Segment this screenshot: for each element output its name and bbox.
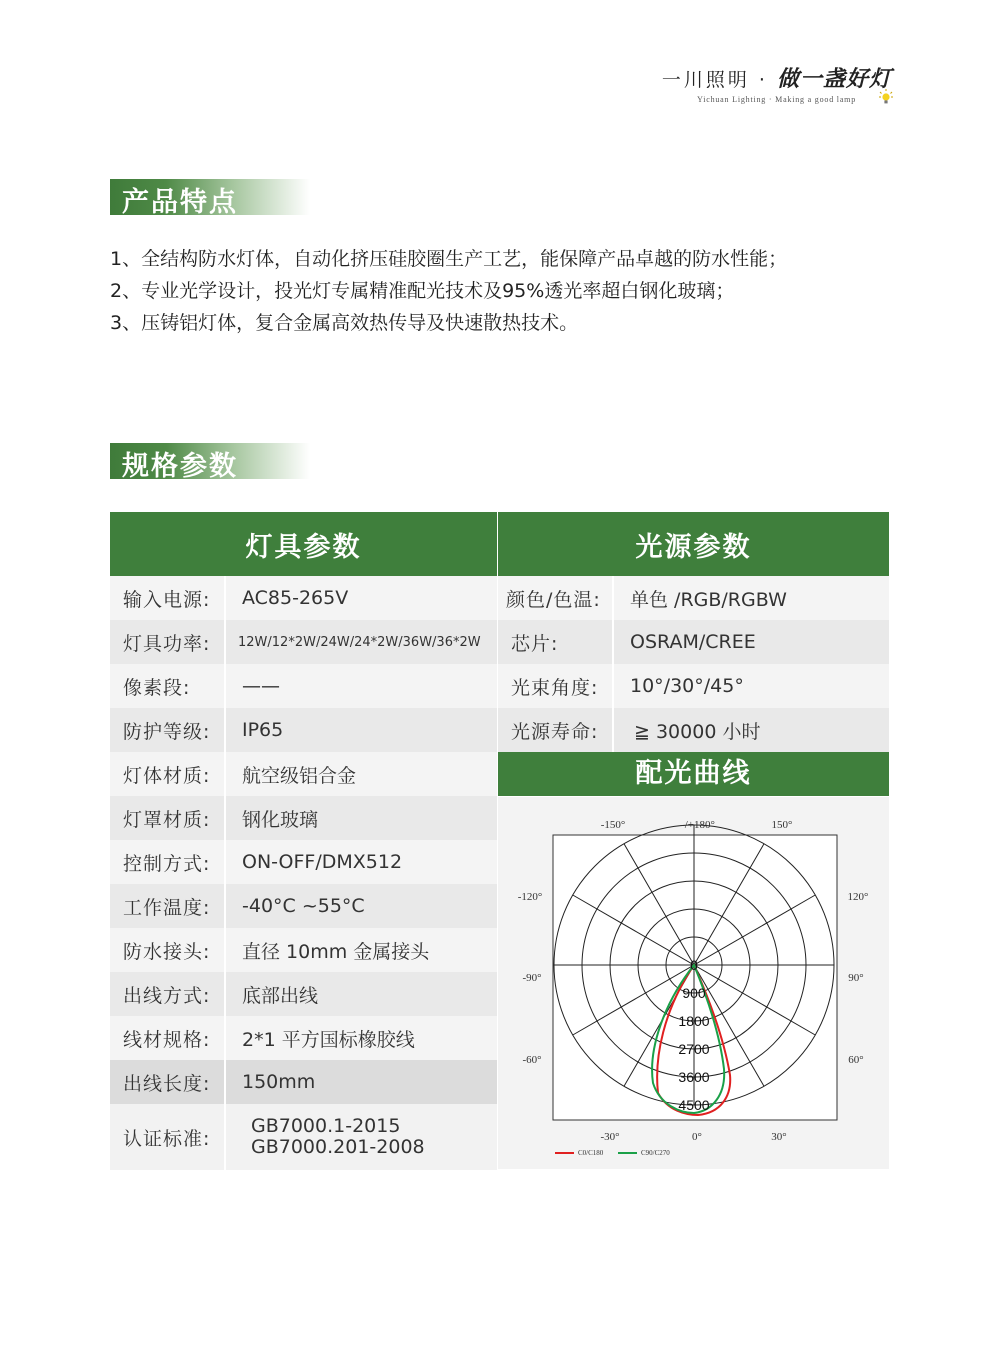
row-value: ≧ 30000 小时 xyxy=(613,708,889,752)
lamp-params-table xyxy=(110,512,497,1170)
row-value: 12W/12*2W/24W/24*2W/36W/36*2W xyxy=(225,620,497,664)
feature-item: 3、压铸铝灯体，复合金属高效热传导及快速散热技术。 xyxy=(110,312,579,334)
polar-diagram xyxy=(498,797,889,1169)
table-row xyxy=(110,972,497,1016)
row-value: 2*1 平方国标橡胶线 xyxy=(225,1016,497,1060)
row-value: 10°/30°/45° xyxy=(613,664,889,708)
angle-label: -30° xyxy=(600,1131,620,1143)
angle-label: -150° xyxy=(600,819,626,831)
row-label: 出线长度: xyxy=(110,1060,225,1104)
row-label: 线材规格: xyxy=(110,1016,225,1060)
polar-curve-panel xyxy=(498,797,889,1169)
brand-slogan: 做一盏好灯 xyxy=(776,66,892,92)
angle-label: 90° xyxy=(848,972,864,984)
brand-header xyxy=(662,62,892,104)
ring-value-label: 4500 xyxy=(678,1097,710,1113)
spec-heading-text: 规格参数 xyxy=(122,451,238,482)
source-params-header-row xyxy=(498,512,889,576)
row-value: AC85-265V xyxy=(225,576,497,620)
table-row xyxy=(110,1104,497,1170)
row-value: ON-OFF/DMX512 xyxy=(225,840,497,884)
angle-label: -120° xyxy=(517,891,543,903)
row-value: OSRAM/CREE xyxy=(613,620,889,664)
row-label: 颜色/色温: xyxy=(498,576,613,620)
row-label: 像素段: xyxy=(110,664,225,708)
row-label: 光源寿命: xyxy=(498,708,613,752)
lightbulb-icon xyxy=(878,88,894,106)
row-value: 底部出线 xyxy=(225,972,497,1016)
row-label: 光束角度: xyxy=(498,664,613,708)
ring-value-label: 2700 xyxy=(678,1041,710,1057)
row-label: 芯片: xyxy=(498,620,613,664)
table-row xyxy=(110,884,497,928)
table-row xyxy=(110,708,497,752)
row-label: 认证标准: xyxy=(110,1104,225,1170)
row-value xyxy=(225,1104,497,1170)
angle-label: 30° xyxy=(771,1131,787,1143)
row-label: 输入电源: xyxy=(110,576,225,620)
source-params-table xyxy=(498,512,889,752)
lamp-params-header: 灯具参数 xyxy=(110,512,497,576)
features-list xyxy=(110,243,787,339)
row-value: IP65 xyxy=(225,708,497,752)
row-label: 灯体材质: xyxy=(110,752,225,796)
angle-label: 0° xyxy=(692,1131,702,1143)
row-label: 灯具功率: xyxy=(110,620,225,664)
feature-item: 1、全结构防水灯体，自动化挤压硅胶圈生产工艺，能保障产品卓越的防水性能； xyxy=(110,248,788,270)
features-heading xyxy=(110,179,310,218)
ring-value-label: 3600 xyxy=(678,1069,710,1085)
cert-line: GB7000.201-2008 xyxy=(251,1136,425,1158)
feature-item: 2、专业光学设计，投光灯专属精准配光技术及95%透光率超白钢化玻璃； xyxy=(110,280,735,302)
angle-label: -/+180° xyxy=(681,819,715,831)
brand-title xyxy=(662,62,892,93)
angle-label: 60° xyxy=(848,1054,864,1066)
brand-separator: · xyxy=(758,69,768,91)
table-row xyxy=(110,928,497,972)
row-label: 工作温度: xyxy=(110,884,225,928)
features-heading-text: 产品特点 xyxy=(122,187,238,218)
table-row xyxy=(110,620,497,664)
row-label: 防护等级: xyxy=(110,708,225,752)
table-row xyxy=(110,796,497,840)
row-label: 防水接头: xyxy=(110,928,225,972)
cert-line: GB7000.1-2015 xyxy=(251,1115,401,1137)
row-value: 单色 /RGB/RGBW xyxy=(613,576,889,620)
row-label: 控制方式: xyxy=(110,840,225,884)
table-row xyxy=(498,620,889,664)
row-value: 直径 10mm 金属接头 xyxy=(225,928,497,972)
ring-value-label: 0 xyxy=(690,957,698,973)
brand-subtitle: Yichuan Lighting · Making a good lamp xyxy=(697,95,856,104)
table-row xyxy=(498,576,889,620)
table-row xyxy=(110,576,497,620)
spec-heading xyxy=(110,443,310,482)
legend-label: C90/C270 xyxy=(641,1149,670,1157)
table-row xyxy=(110,664,497,708)
ring-value-label: 900 xyxy=(682,985,706,1001)
table-row xyxy=(498,708,889,752)
table-row xyxy=(110,752,497,796)
table-row xyxy=(498,664,889,708)
legend-label: C0/C180 xyxy=(578,1149,604,1157)
row-value: -40°C ~55°C xyxy=(225,884,497,928)
row-value: 150mm xyxy=(225,1060,497,1104)
row-label: 灯罩材质: xyxy=(110,796,225,840)
row-value: 航空级铝合金 xyxy=(225,752,497,796)
table-row xyxy=(110,1060,497,1104)
table-row xyxy=(110,1016,497,1060)
row-value: —— xyxy=(225,664,497,708)
curve-header: 配光曲线 xyxy=(498,752,889,796)
ring-value-label: 1800 xyxy=(678,1013,710,1029)
lamp-params-header-row xyxy=(110,512,497,576)
angle-label: -90° xyxy=(522,972,542,984)
table-row xyxy=(110,840,497,884)
source-params-header: 光源参数 xyxy=(498,512,889,576)
brand-name: 一川照明 xyxy=(661,69,750,91)
row-value: 钢化玻璃 xyxy=(225,796,497,840)
angle-label: 120° xyxy=(847,891,869,903)
angle-label: 150° xyxy=(771,819,793,831)
angle-label: -60° xyxy=(522,1054,542,1066)
row-label: 出线方式: xyxy=(110,972,225,1016)
